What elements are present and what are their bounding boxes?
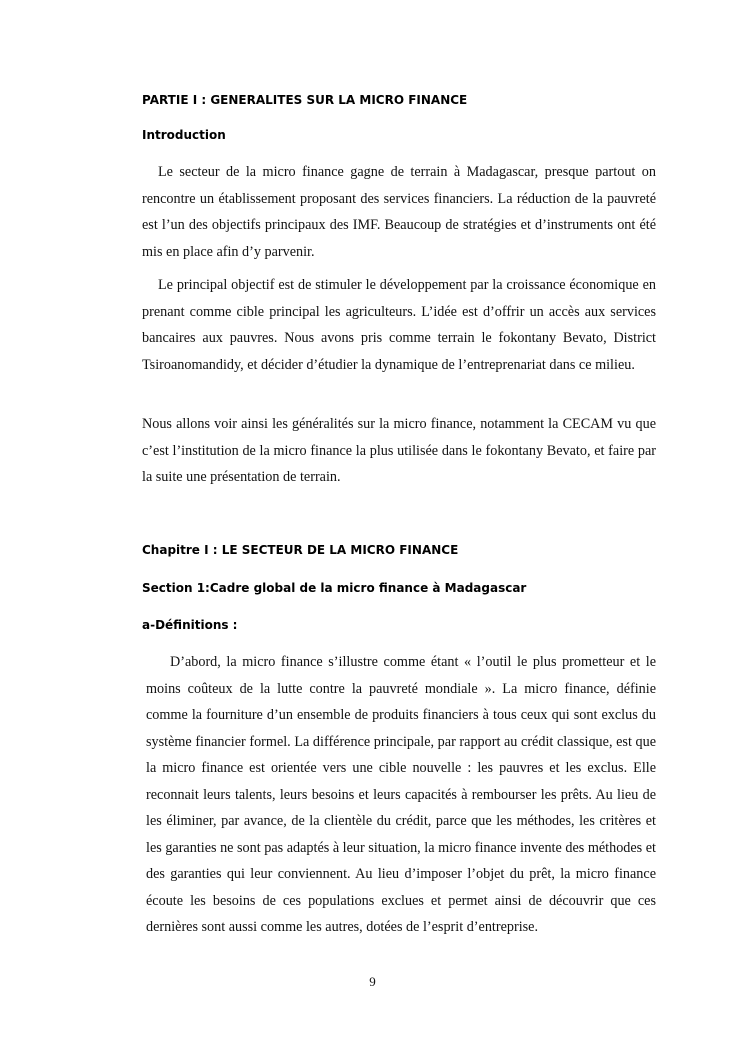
intro-paragraph-1: Le secteur de la micro finance gagne de terrain à Madagascar, presque partout on rencontre un établissement proposant des services financiers. La réduction de la pauvreté est l’un des objectifs principaux des IMF. Beaucoup de stratégies et d’instruments ont été mis en place afin d’y parvenir. [142, 164, 656, 260]
section-title: Section 1:Cadre global de la micro finance à Madagascar [142, 581, 527, 595]
page-number: 9 [369, 974, 376, 989]
definition-paragraph: D’abord, la micro finance s’illustre comme étant « l’outil le plus prometteur et le moins coûteux de la lutte contre la pauvreté mondiale ». La micro finance, définie comme la fourniture d’un ensemble de produits financiers à tous ceux qui sont exclus du système financier formel. La différence principale, par rapport au crédit classique, est que la micro finance est orientée vers une cible nouvelle : les pauvres et les exclus. Elle reconnait leurs talents, leurs besoins et leurs capacités à rembourser les prêts. Au lieu de les éliminer, par avance, de la clientèle du crédit, parce que les méthodes, les critères et les garanties ne sont pas adaptés à leur situation, la micro finance invente des méthodes et des garanties qui leur conviennent. Au lieu d’imposer l’objet du prêt, la micro finance écoute les besoins de ces populations exclues et permet ainsi de découvrir que ces dernières sont aussi comme les autres, dotées de l’esprit d’entreprise. [146, 654, 656, 935]
introduction-heading: Introduction [142, 128, 226, 142]
part-title: PARTIE I : GENERALITES SUR LA MICRO FINANCE [142, 93, 468, 107]
intro-paragraph-2: Le principal objectif est de stimuler le développement par la croissance économique en prenant comme cible principal les agriculteurs. L’idée est d’offrir un accès aux services bancaires aux pauvres. Nous avons pris comme terrain le fokontany Bevato, District Tsiroanomandidy, et décider d’étudier la dynamique de l’entreprenariat dans ce milieu. [142, 277, 656, 373]
intro-paragraph-3: Nous allons voir ainsi les généralités sur la micro finance, notamment la CECAM vu que c’est l’institution de la micro finance la plus utilisée dans le fokontany Bevato, et faire par la suite une présentation de terrain. [142, 416, 656, 485]
subsection-title: a-Définitions : [142, 618, 238, 632]
chapter-title: Chapitre I : LE SECTEUR DE LA MICRO FINANCE [142, 543, 459, 557]
